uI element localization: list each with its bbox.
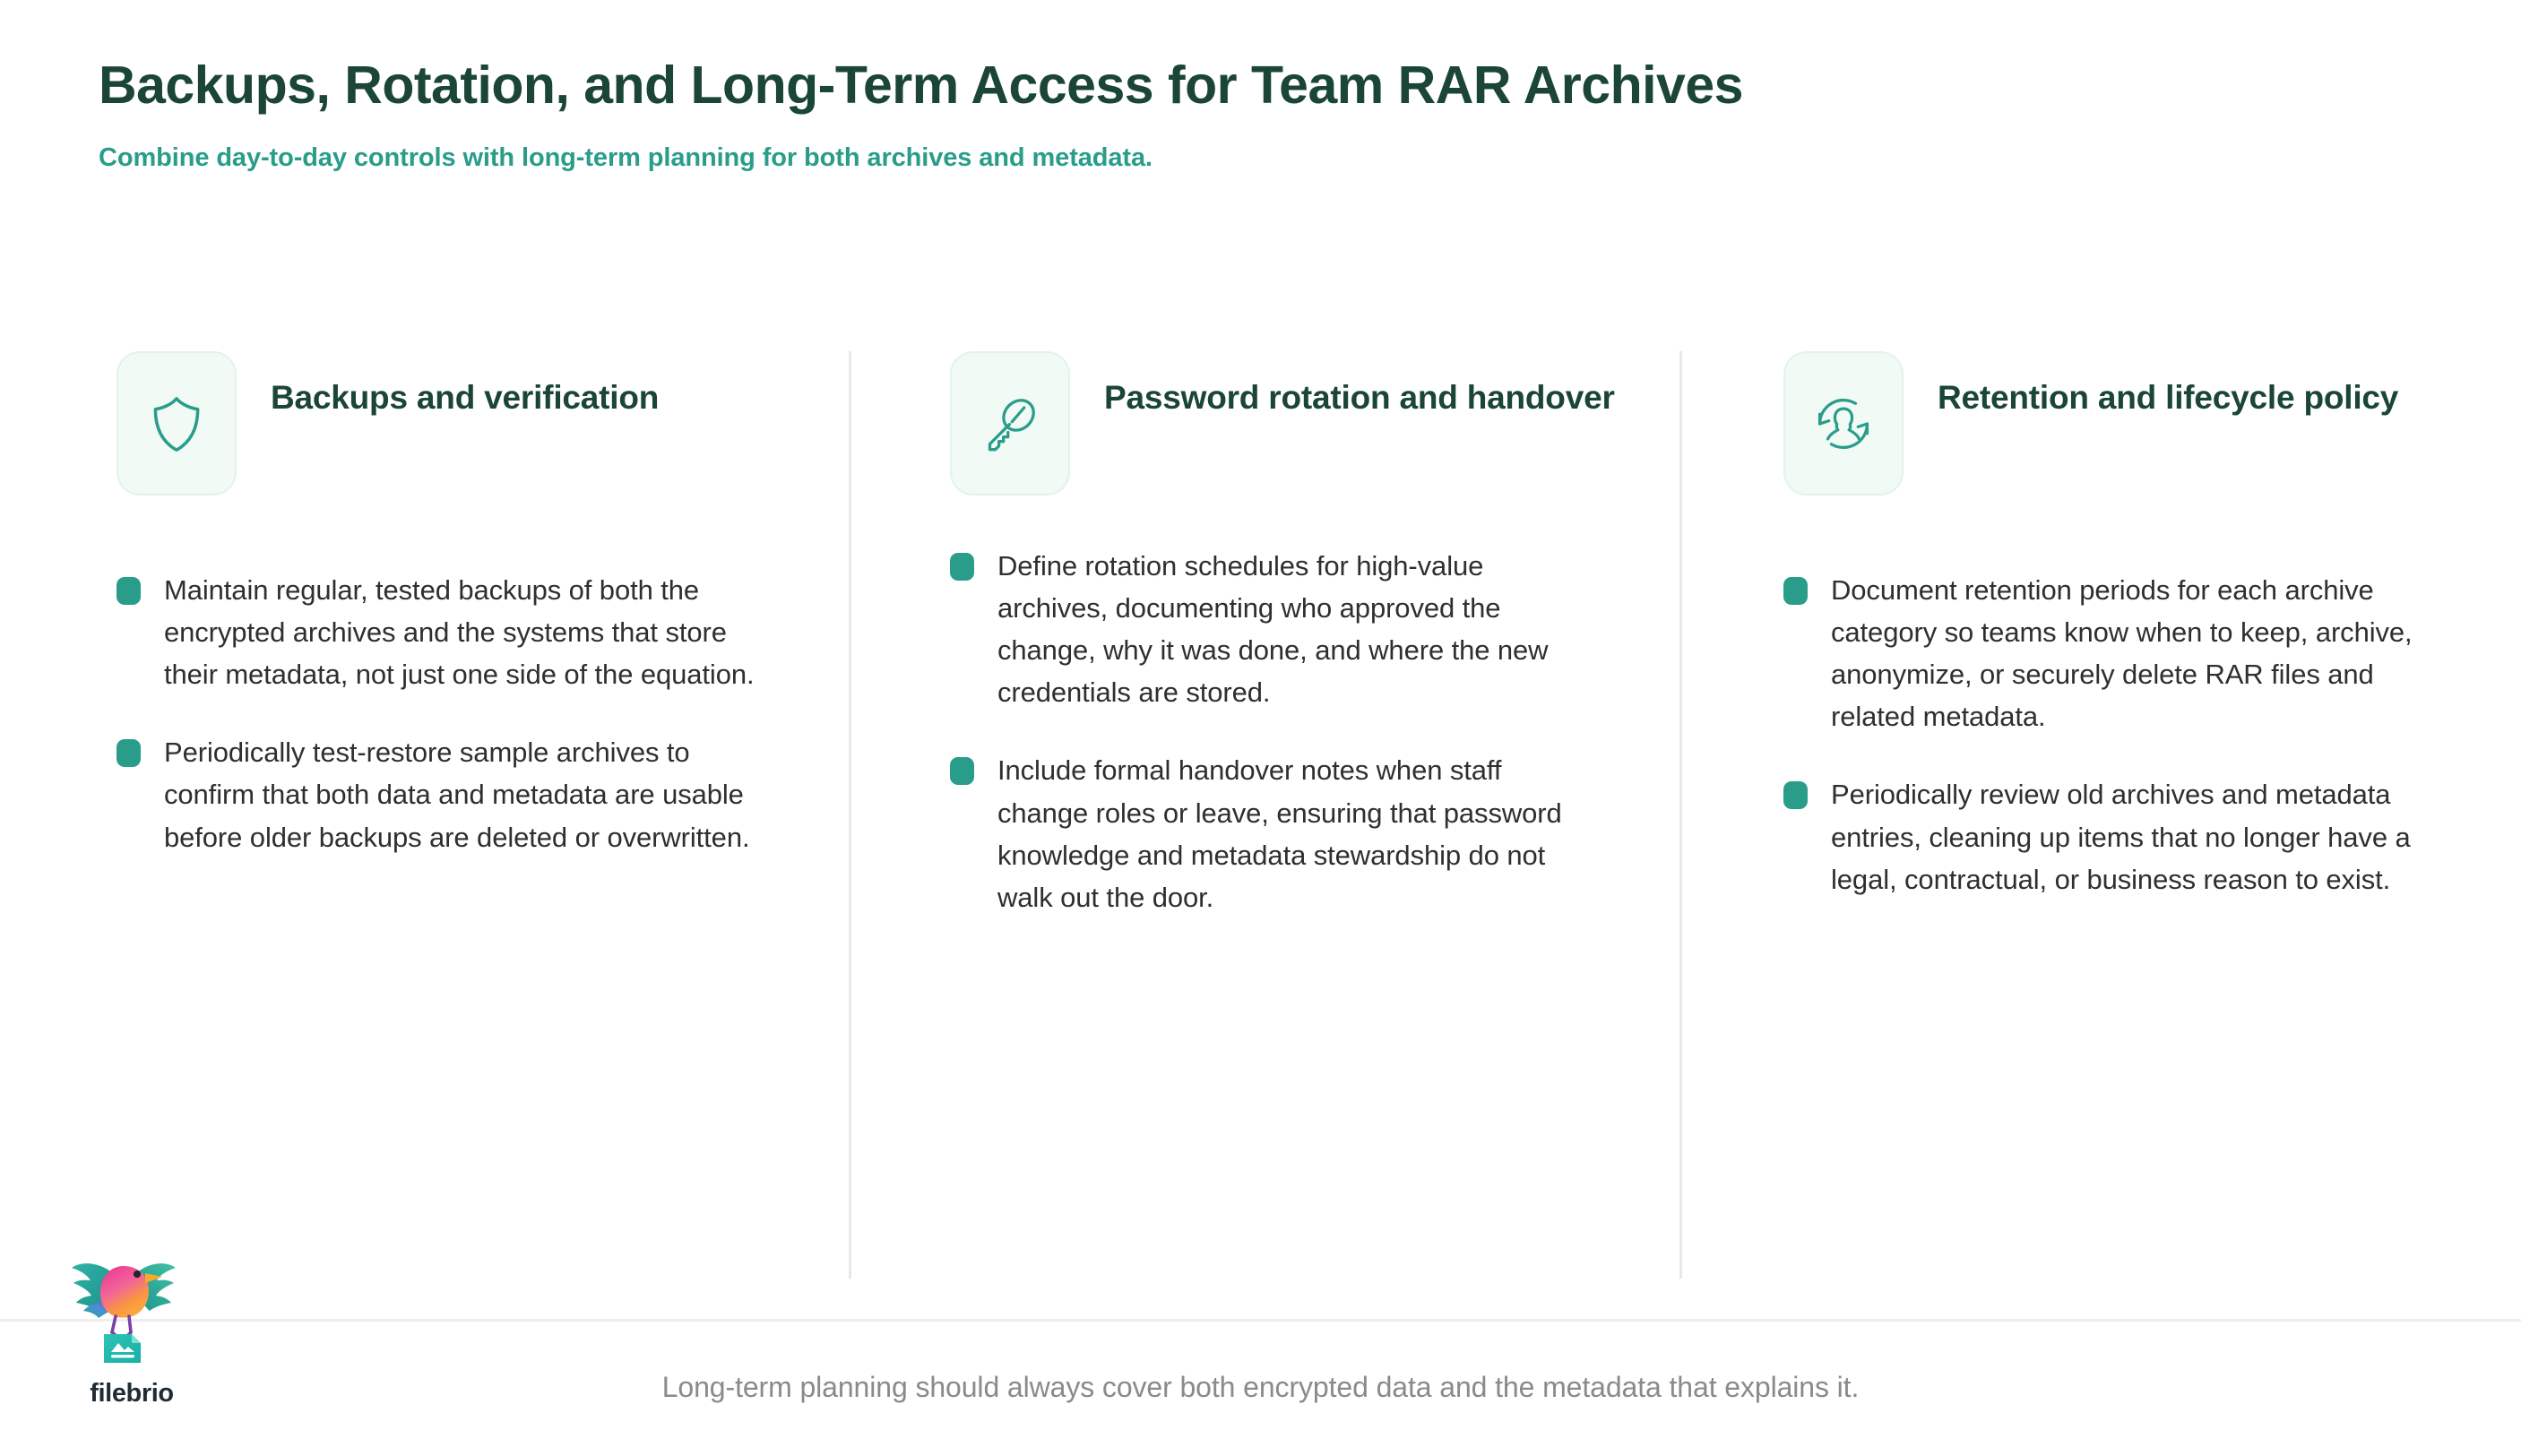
bullet-list	[117, 495, 825, 858]
bullet-text: Periodically test-restore sample archives to confirm that both data and metadata are usable before older backups are deleted or overwritten.	[164, 737, 750, 853]
column-title: Retention and lifecycle policy	[1938, 379, 2399, 416]
shield-icon	[144, 392, 209, 456]
bullet-text: Document retention periods for each archive category so teams know when to keep, archive, anonymize, or securely delete RAR files and related metadata.	[1831, 574, 2413, 733]
bullet-text: Define rotation schedules for high-value archives, documenting who approved the change, why it was done, and where the new credentials are stored.	[997, 550, 1549, 709]
bullet-list	[1783, 495, 2491, 900]
bullet-marker-icon	[1783, 781, 1808, 809]
page-header	[99, 56, 2429, 173]
column-header	[117, 351, 825, 495]
user-rotation-icon-tile	[1783, 351, 1904, 495]
list-item	[950, 749, 1658, 918]
list-item	[1783, 773, 2491, 900]
column-title: Password rotation and handover	[1104, 379, 1615, 416]
list-item	[117, 569, 825, 695]
bullet-marker-icon	[950, 757, 974, 785]
page-subtitle: Combine day-to-day controls with long-term planning for both archives and metadata.	[99, 143, 1153, 173]
footer-divider	[0, 1319, 2521, 1322]
page-title: Backups, Rotation, and Long-Term Access for Team RAR Archives	[99, 56, 1743, 115]
column-divider-2	[1679, 351, 1682, 1279]
bullet-text: Maintain regular, tested backups of both the encrypted archives and the systems that store their metadata, not just one side of the equation.	[164, 574, 755, 691]
shield-icon-tile	[117, 351, 237, 495]
content-columns	[0, 351, 2521, 1279]
column-divider-1	[849, 351, 851, 1279]
bullet-text: Include formal handover notes when staff change roles or leave, ensuring that password knowledge and metadata stewardship do not walk out the door.	[997, 754, 1562, 913]
bullet-list	[950, 495, 1658, 918]
bullet-text: Periodically review old archives and metadata entries, cleaning up items that no longer have a legal, contractual, or business reason to exist.	[1831, 779, 2411, 895]
brand-name: filebrio	[90, 1379, 174, 1408]
list-item	[117, 731, 825, 857]
bullet-marker-icon	[117, 577, 141, 605]
column-header	[1783, 351, 2491, 495]
column-title: Backups and verification	[271, 379, 660, 416]
key-icon-tile	[950, 351, 1070, 495]
list-item	[950, 545, 1658, 713]
bullet-marker-icon	[1783, 577, 1808, 605]
bullet-marker-icon	[117, 739, 141, 767]
bullet-marker-icon	[950, 553, 974, 581]
footer-caption: Long-term planning should always cover both encrypted data and the metadata that explains it.	[661, 1371, 1860, 1403]
column-password-rotation-and-handover	[950, 351, 1658, 918]
column-backups-and-verification	[117, 351, 825, 858]
user-rotation-icon	[1811, 392, 1876, 456]
column-retention-and-lifecycle-policy	[1783, 351, 2491, 900]
key-icon	[978, 392, 1042, 456]
list-item	[1783, 569, 2491, 737]
filebrio-bird-logo-icon	[47, 1259, 217, 1383]
column-header	[950, 351, 1658, 495]
